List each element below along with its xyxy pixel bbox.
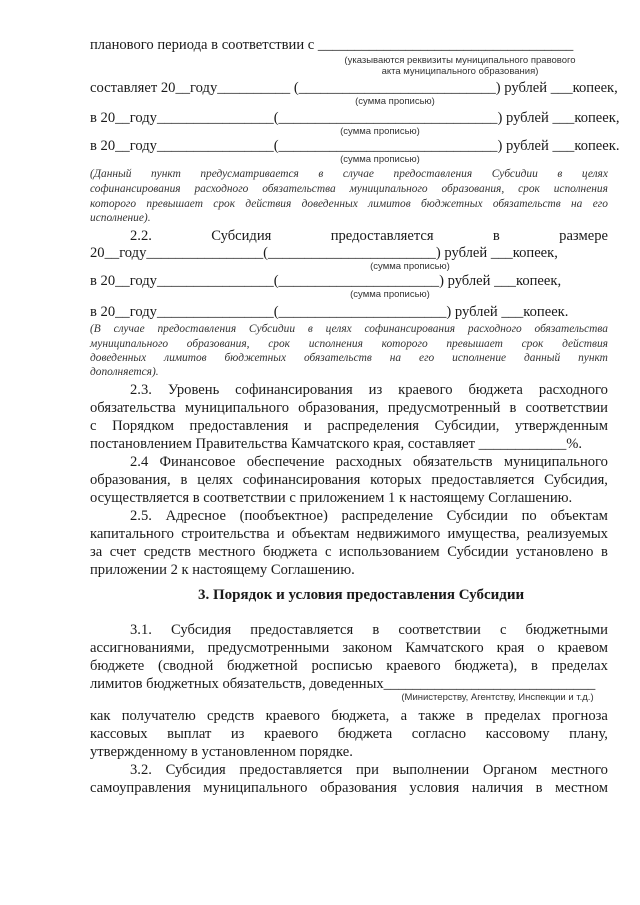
field-caption: (сумма прописью) xyxy=(340,154,420,165)
paragraph-3-1-line: лимитов бюджетных обязательств, доведенных_____________________________ xyxy=(90,676,596,692)
field-caption: (указываются реквизиты муниципального правового xyxy=(344,55,576,66)
paragraph-3-1-line: бюджете (сводной бюджетной росписью краевого бюджета), в пределах xyxy=(90,658,608,674)
text-line: в 20__году________________(______________________________) рублей ___копеек, xyxy=(90,110,620,126)
paragraph-2-3-line: обязательства муниципального образования, предусмотренный в соответствии xyxy=(90,400,608,416)
paragraph-3-1-line: кассовых выплат из краевого бюджета согласно кассовому плану, xyxy=(90,726,608,742)
field-caption: (сумма прописью) xyxy=(355,96,435,107)
paragraph-2-5-line: за счет средств местного бюджета с использованием Субсидии установлено в xyxy=(90,544,608,560)
paragraph-2-4-line: образования, в целях софинансирования которых предоставляется Субсидия, xyxy=(90,472,608,488)
field-caption: (сумма прописью) xyxy=(340,126,420,137)
paragraph-3-2-line: самоуправления муниципального образования условия наличия в местном xyxy=(90,780,608,796)
note-line: софинансирования расходного обязательства муниципального образования, срок исполнения xyxy=(90,183,608,195)
paragraph-3-1-line: как получателю средств краевого бюджета, а также в пределах прогноза xyxy=(90,708,608,724)
note-line: которого превышает срок действия доведенных лимитов бюджетных обязательств на его xyxy=(90,198,608,210)
paragraph-2-5-line: капитального строительства и объектам недвижимого имущества, реализуемых xyxy=(90,526,608,542)
note-line: (Данный пункт предусматривается в случае предоставления Субсидии в целях xyxy=(90,168,608,180)
text-line: составляет 20__году__________ (___________________________) рублей ___копеек, xyxy=(90,80,618,96)
text-line: в 20__году________________(______________________) рублей ___копеек, xyxy=(90,273,562,289)
paragraph-2-3-line: постановлением Правительства Камчатского края, составляет ____________%. xyxy=(90,436,583,452)
field-caption: (сумма прописью) xyxy=(370,261,450,272)
note-line: исполнение). xyxy=(90,212,151,224)
text-line: 20__году________________(_______________________) рублей ___копеек, xyxy=(90,245,558,261)
text-line: в 20__году________________(_______________________) рублей ___копеек. xyxy=(90,304,569,320)
paragraph-2-3-line: с Порядком предоставления и распределения Субсидии, утвержденным xyxy=(90,418,608,434)
field-caption: (сумма прописью) xyxy=(350,289,430,300)
paragraph-2-4-line: осуществляется в соответствии с приложением 1 к настоящему Соглашению. xyxy=(90,490,573,506)
paragraph-3-2-line: 3.2. Субсидия предоставляется при выполнении Органом местного xyxy=(130,762,608,778)
paragraph-3-1-line: 3.1. Субсидия предоставляется в соответствии с бюджетными xyxy=(130,622,608,638)
paragraph-3-1-line: утвержденному в установленном порядке. xyxy=(90,744,353,760)
paragraph-2-2-line: 2.2. Субсидия предоставляется в размере xyxy=(130,228,608,244)
text-line: планового периода в соответствии с ___________________________________ xyxy=(90,37,574,53)
note-line: дополняется). xyxy=(90,366,159,378)
paragraph-2-5-line: приложении 2 к настоящему Соглашению. xyxy=(90,562,355,578)
paragraph-3-1-line: ассигнованиями, предусмотренными законом Камчатского края о краевом xyxy=(90,640,608,656)
section-heading: 3. Порядок и условия предоставления Субсидии xyxy=(198,587,525,603)
note-line: муниципального образования, срок исполнения которого превышает срок действия xyxy=(90,338,608,350)
field-caption: акта муниципального образования) xyxy=(381,66,539,77)
paragraph-2-4-line: 2.4 Финансовое обеспечение расходных обязательств муниципального xyxy=(130,454,608,470)
field-caption: (Министерству, Агентству, Инспекции и т.д.) xyxy=(401,692,594,703)
paragraph-2-3-line: 2.3. Уровень софинансирования из краевого бюджета расходного xyxy=(130,382,608,398)
note-line: доведенных лимитов бюджетных обязательств на его исполнение данный пункт xyxy=(90,352,608,364)
note-line: (В случае предоставления Субсидии в целях софинансирования расходного обязательства xyxy=(90,323,608,335)
paragraph-2-5-line: 2.5. Адресное (пообъектное) распределение Субсидии по объектам xyxy=(130,508,608,524)
text-line: в 20__году________________(______________________________) рублей ___копеек. xyxy=(90,138,620,154)
